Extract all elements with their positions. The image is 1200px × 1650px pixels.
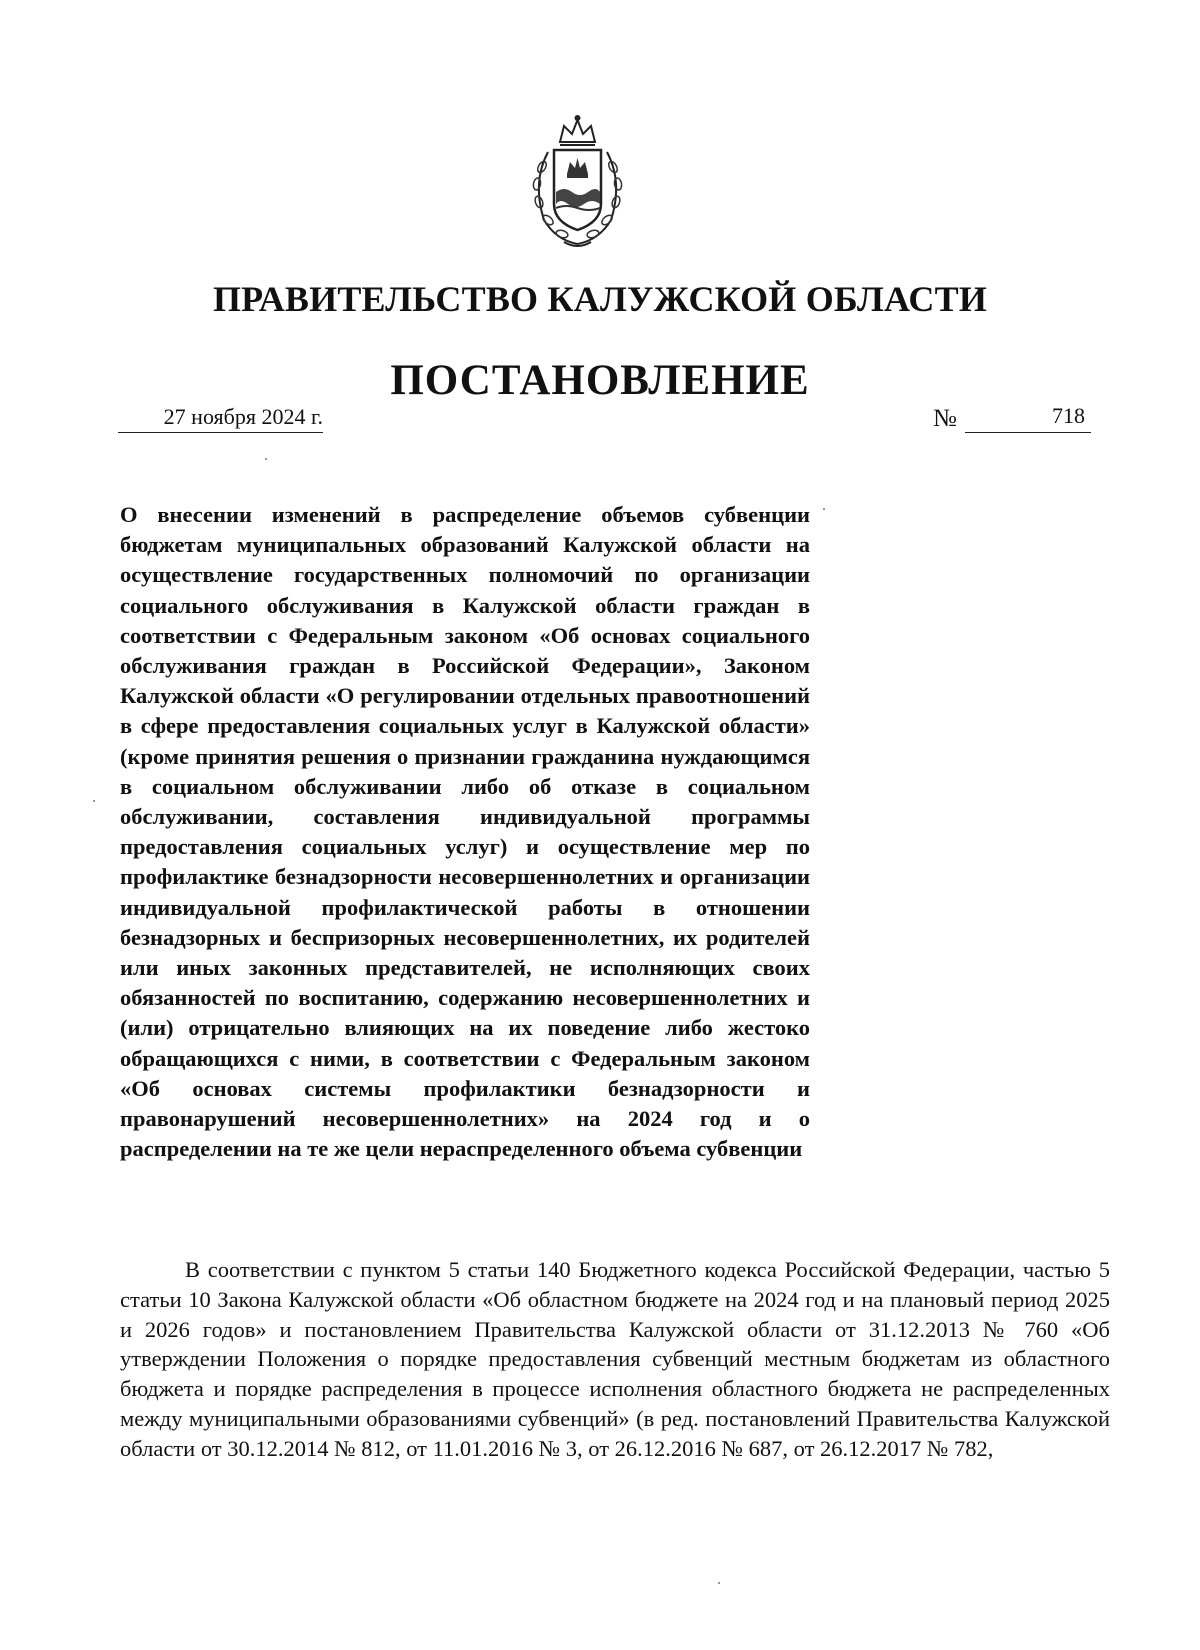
document-date: 27 ноября 2024 г. bbox=[118, 404, 323, 433]
number-sign: № bbox=[933, 405, 957, 432]
document-number: 718 bbox=[965, 403, 1091, 433]
document-subject: О внесении изменений в распределение объемов субвенции бюджетам муниципальных образований Калужской области на осуществление государственных полномочий по организации социального обслуживания в Калужской области граждан в соответствии с Федеральным законом «Об основах социального обслуживания граждан в Российской Федерации», Законом Калужской области «О регулировании отдельных правоотношений в сфере предоставления социальных услуг в Калужской области» (кроме принятия решения о признании гражданина нуждающимся в социальном обслуживании либо об отказе в социальном обслуживании, составления индивидуальной программы предоставления социальных услуг) и осуществление мер по профилактике безнадзорности несовершеннолетних и организации индивидуальной профилактической работы в отношении безнадзорных и беспризорных несовершеннолетних, их родителей или иных законных представителей, не исполняющих своих обязанностей по воспитанию, содержанию несовершеннолетних и (или) отрицательно влияющих на их поведение либо жестоко обращающихся с ними, в соответствии с Федеральным законом «Об основах системы профилактики безнадзорности и правонарушений несовершеннолетних» на 2024 год и о распределении на те же цели нераспределенного объема субвенции bbox=[120, 502, 810, 1162]
scan-speck bbox=[265, 458, 267, 460]
scan-speck bbox=[823, 508, 825, 510]
scan-speck bbox=[93, 800, 95, 802]
coat-of-arms-icon bbox=[520, 112, 635, 252]
document-type-title: ПОСТАНОВЛЕНИЕ bbox=[390, 357, 810, 404]
body-paragraph: В соответствии с пунктом 5 статьи 140 Бюджетного кодекса Российской Федерации, частью 5 статьи 10 Закона Калужской области «Об областном бюджете на 2024 год и на плановый период 2025 и 2026 годов» и постановлением Правительства Калужской области от 31.12.2013 № 760 «Об утверждении Положения о порядке предоставления субвенций местным бюджетам из областного бюджета и порядке распределения в процессе исполнения областного бюджета не распределенных между муниципальными образованиями субвенций» (в ред. постановлений Правительства Калужской области от 30.12.2014 № 812, от 11.01.2016 № 3, от 26.12.2016 № 687, от 26.12.2017 № 782, bbox=[120, 1257, 1110, 1461]
scan-speck bbox=[718, 1582, 720, 1584]
government-title: ПРАВИТЕЛЬСТВО КАЛУЖСКОЙ ОБЛАСТИ bbox=[212, 279, 988, 319]
